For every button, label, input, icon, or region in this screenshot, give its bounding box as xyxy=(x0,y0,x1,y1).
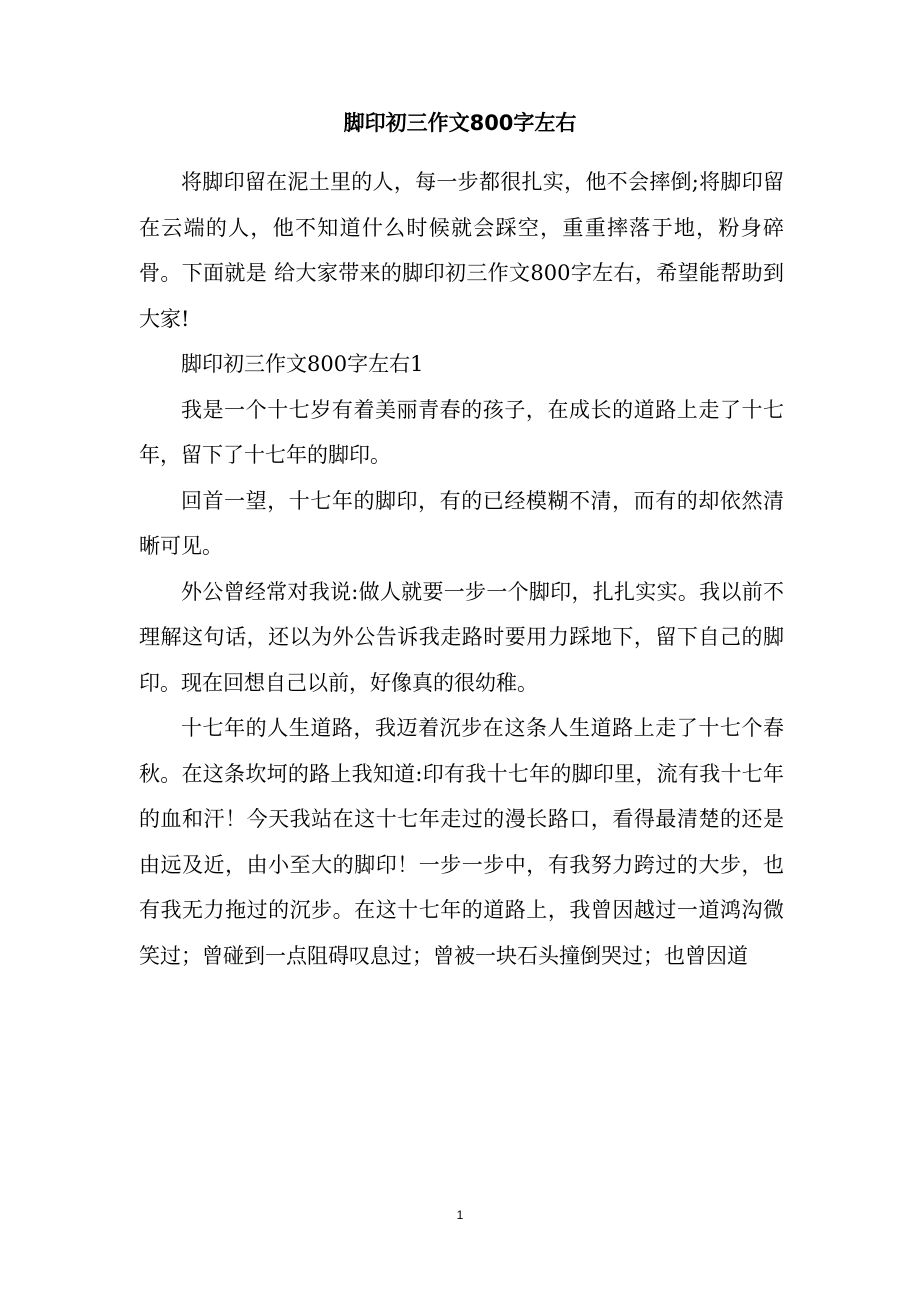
page-number: 1 xyxy=(456,1208,464,1222)
section-heading: 脚印初三作文800字左右1 xyxy=(181,352,424,376)
document-title: 脚印初三作文800字左右 xyxy=(343,111,577,135)
body-paragraph: 我是一个十七岁有着美丽青春的孩子，在成长的道路上走了十七年，留下了十七年的脚印。 xyxy=(139,397,784,467)
body-paragraph: 十七年的人生道路，我迈着沉步在这条人生道路上走了十七个春秋。在这条坎坷的路上我知道:印有我十七年的脚印里，流有我十七年的血和汗！今天我站在这十七年走过的漫长路口，看得最清楚的还是由远及近，由小至大的脚印！一步一步中，有我努力跨过的大步，也有我无力拖过的沉步。在这十七年的道路上，我曾因越过一道鸿沟微笑过；曾碰到一点阻碍叹息过；曾被一块石头撞倒哭过；也曾因道 xyxy=(139,716,784,968)
document-body xyxy=(139,160,784,979)
intro-paragraph: 将脚印留在泥土里的人，每一步都很扎实，他不会摔倒;将脚印留在云端的人，他不知道什么时候就会踩空，重重摔落于地，粉身碎骨。下面就是 给大家带来的脚印初三作文800字左右，希望能帮助到大家! xyxy=(139,170,784,331)
body-paragraph: 外公曾经常对我说:做人就要一步一个脚印，扎扎实实。我以前不理解这句话，还以为外公告诉我走路时要用力踩地下，留下自己的脚印。现在回想自己以前，好像真的很幼稚。 xyxy=(139,579,784,695)
body-paragraph: 回首一望，十七年的脚印，有的已经模糊不清，而有的却依然清晰可见。 xyxy=(139,488,784,558)
